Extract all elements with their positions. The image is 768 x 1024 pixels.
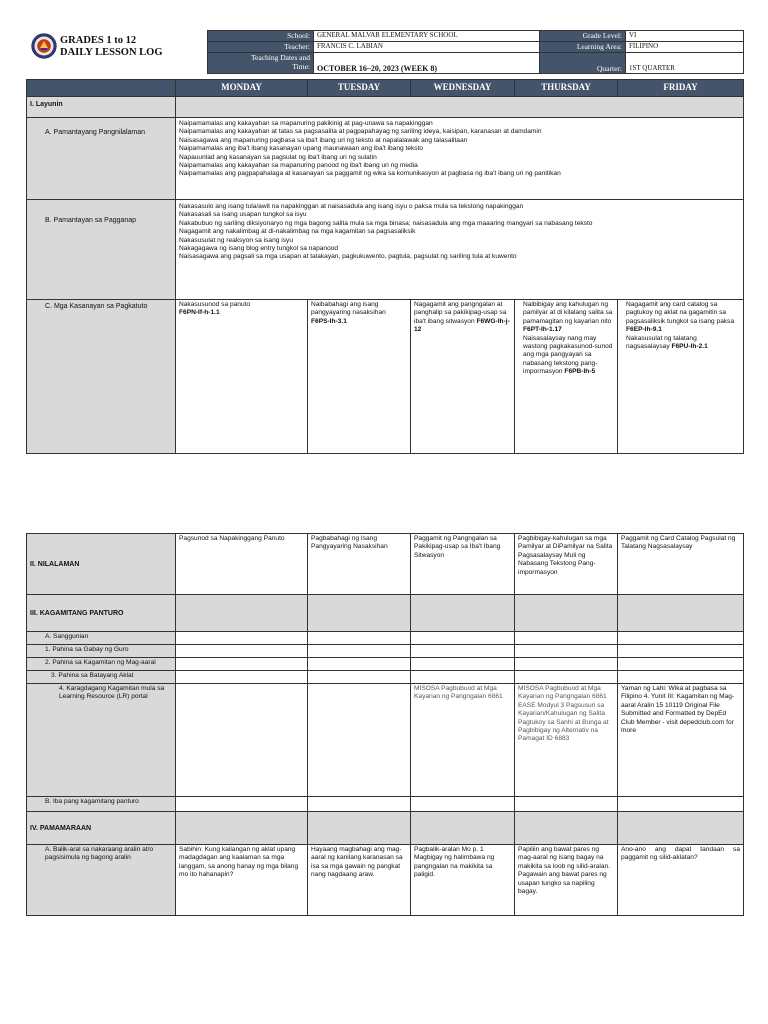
competency-code: F6PN-If-h-1.1	[179, 309, 220, 317]
balik-aral-thursday: Papiliin ang bawat pares ng mag-aaral ng isang bagay na makikita sa loob ng silid-aralan. Pagawain ang bawat pares ng usapan tungko sa napiling bagay.	[515, 845, 618, 916]
b-line: Nakagagawa ng isang blog entry tungkol sa napanood	[179, 245, 339, 253]
label-pamantayan-sa-pagganap: B. Pamantayan sa Pagganap	[27, 200, 176, 300]
competency-code: F6PT-Ih-1.17	[523, 326, 562, 334]
section-nilalaman: II. NILALAMAN	[27, 534, 176, 595]
quarter-label: Quarter:	[540, 53, 626, 74]
kasanayan-thursday	[515, 300, 618, 454]
balik-aral-tuesday: Hayaang magbahagi ang mag-aaral ng kanilang karanasan sa isa sa mga gawain ng pangkat nang nagdaang araw.	[308, 845, 411, 916]
balik-aral-wednesday: Pagbalik-aralan Mo p. 1 Magbigay ng halimbawa ng pangngalan na makikita sa paligid.	[411, 845, 515, 916]
quarter-value: 1ST QUARTER	[626, 53, 744, 74]
b-line: Nakasasulo ang isang tula/awit na napakinggan at naisasadula ang isang isyu o paksa mula sa tekstong napakinggan	[179, 203, 524, 210]
kasanayan-text: Nagagamit ang card catalog sa pagtukoy ng aklat na gagamitin sa pagsasaliksik tungkol sa isang paksa	[626, 301, 735, 325]
label-pamantayang-pangnilalaman: A. Pamantayang Pangnilalaman	[27, 118, 176, 200]
lr-thursday: MISOSA Pagbubuod at Mga Kayarian ng Pangngalan 6861 EASE Modyul 3 Pagsusuri sa Kayarian/Kahulugan ng Salita Pagtukoy sa Sanhi at Bunga at Pagbibigay ng Alternativ na Pamagat ID 6883	[515, 684, 618, 797]
label-mga-kasanayan: C. Mga Kasanayan sa Pagkatuto	[27, 300, 176, 454]
kasanayan-text: Nakasusunod sa panuto	[179, 301, 251, 308]
section-pamamaraan: IV. PAMAMARAAN	[27, 812, 176, 845]
kasanayan-monday	[176, 300, 308, 454]
teacher-value: FRANCIS C. LABIAN	[314, 42, 540, 53]
day-tuesday: TUESDAY	[308, 80, 411, 97]
grades-label: GRADES 1 to 12	[60, 35, 137, 46]
b-line: Nakasusulat ng reaksyon sa isang isyu	[179, 236, 293, 244]
section-kagamitang-panturo: III. KAGAMITANG PANTURO	[27, 595, 176, 632]
time-label: Time:	[292, 62, 310, 71]
kasanayan-text-2: Naisasalaysay nang may wastong pagkakasunod-sunod ang mga pangyayari sa nabasang tekstong pang-impormasyon	[523, 334, 613, 376]
lr-tuesday	[308, 684, 411, 797]
a-line: Naipamamalas ang kakayahan sa mapanuring pakikinig at pag-unawa sa napakinggan	[179, 120, 433, 127]
label-kagamitan-mag-aaral: 2. Pahina sa Kagamitan ng Mag-aaral	[27, 658, 176, 671]
competency-code: F6WG-Ih-j-12	[414, 317, 510, 334]
b-line: Naisasagawa ang pagsali sa mga usapan at talakayan, pagkukuwento, pagtula, pagsulat ng sariling tula at kuwento	[179, 253, 517, 261]
lr-wednesday: MISOSA Pagbubuod at Mga Kayarian ng Pangngalan 6861	[411, 684, 515, 797]
day-thursday: THURSDAY	[515, 80, 618, 97]
nilalaman-thursday: Pagbibigay-kahulugan sa mga Pamilyar at DiPamilyar na Salita Pagsasalaysay Muli ng Nabasang Tekstong Pang-impormasyon	[515, 534, 618, 595]
label-iba-pang-kagamitan: B. Iba pang kagamitang panturo	[27, 797, 176, 812]
school-value: GENERAL MALVAR ELEMENTARY SCHOOL	[314, 31, 540, 42]
school-label: School:	[208, 31, 314, 42]
header-info-table	[207, 30, 744, 74]
learning-area-label: Learning Area:	[540, 42, 626, 53]
competency-code: F6EP-Ih-9.1	[626, 326, 662, 334]
pamantayan-sa-pagganap-content	[176, 200, 744, 300]
kasanayan-friday	[618, 300, 744, 454]
learning-area-value: FILIPINO	[626, 42, 744, 53]
label-batayang-aklat: 3. Pahina sa Batayang Aklat	[27, 671, 176, 684]
competency-code: F6PS-Ih-3.1	[311, 317, 347, 325]
a-line: Naipamamalas ang kakayahan sa mapanuring panood ng iba't ibang uri ng media	[179, 162, 418, 170]
label-balik-aral: A. Balik-aral sa nakaraang aralin at/o pagsisimula ng bagong aralin	[27, 845, 176, 916]
nilalaman-tuesday: Pagbabahagi ng Isang Pangyayaring Nasaksihan	[308, 534, 411, 595]
nilalaman-friday: Paggamit ng Card Catalog Pagsulat ng Talatang Nagsasalaysay	[618, 534, 744, 595]
a-line: Napauunlad ang kasanayan sa pagsulat ng iba't ibang uri ng sulatin	[179, 153, 377, 161]
lesson-table-objectives	[26, 79, 744, 454]
layunin-spacer	[176, 97, 744, 118]
nilalaman-wednesday: Paggamit ng Pangngalan sa Pakikipag-usap sa Iba't Ibang Sitwasyon	[411, 534, 515, 595]
corner-cell	[27, 80, 176, 97]
day-friday: FRIDAY	[618, 80, 744, 97]
teacher-label: Teacher:	[208, 42, 314, 53]
kasanayan-text: Naibibigay ang kahulugan ng pamilyar at di kilalang salita sa pamamagitan ng kayarian nito	[523, 301, 613, 325]
teaching-dates-label: Teaching Dates and	[250, 53, 310, 62]
dll-title: DAILY LESSON LOG	[60, 47, 163, 58]
grade-level-value: VI	[626, 31, 744, 42]
grade-level-label: Grade Level:	[540, 31, 626, 42]
balik-aral-monday: Sabihin: Kung kailangan ng aklat upang madagdagan ang kaalaman sa mga langgam, sa anong hanay ng mga bilang mo ito hahanapin?	[176, 845, 308, 916]
lesson-table-content	[26, 533, 744, 916]
kasanayan-tuesday	[308, 300, 411, 454]
label-gabay-ng-guro: 1. Pahina sa Gabay ng Guro	[27, 645, 176, 658]
kasanayan-text: Naibabahagi ang isang pangyayaring nasaksihan	[311, 301, 386, 317]
lr-monday	[176, 684, 308, 797]
dates-label	[208, 53, 314, 74]
label-sanggunian: A. Sanggunian	[27, 632, 176, 645]
a-line: Naipamamalas ang pagpapahalaga at kasanayan sa paggamit ng wika sa komunikasyon at pagbasa ng iba't ibang uri ng panitikan	[179, 170, 561, 178]
section-layunin: I. Layunin	[27, 97, 176, 118]
kasanayan-text-2: Nakasusulat ng talatang nagsasalaysay	[626, 334, 697, 351]
deped-seal-logo	[31, 33, 57, 59]
competency-code-2: F6PB-Ih-5	[564, 368, 596, 376]
label-lr-portal: 4. Karagdagang Kagamitan mula sa Learning Resource (LR) portal	[27, 684, 176, 797]
nilalaman-monday: Pagsunod sa Napakinggang Panuto	[176, 534, 308, 595]
day-wednesday: WEDNESDAY	[411, 80, 515, 97]
balik-aral-friday: Ano-ano ang dapat tandaan sa paggamit ng silid-aklatan?	[618, 845, 744, 916]
a-line: Naipamamalas ang kakayahan at tatas sa pagsasalita at pagpapahayag ng sariling ideya, kaisipan, karanasan at damdamin	[179, 128, 542, 136]
pamantayang-pangnilalaman-content	[176, 118, 744, 200]
b-line: Nagagamit ang nakalimbag at di-nakalimbag na mga kagamitan sa pagsasaliksik	[179, 228, 416, 236]
b-line: Nakabubuo ng sariling diksiyonaryo ng mga bagong salita mula sa mga binasa; naisasadula ang mga maaaring mangyari sa nabasang teksto	[179, 219, 593, 227]
kasanayan-wednesday	[411, 300, 515, 454]
kasanayan-text: Nagagamit ang pangngalan at panghalip sa pakikipag-usap sa iba't ibang sitwasyon	[414, 301, 507, 325]
b-line: Nakasasali sa isang usapan tungkol sa isyu	[179, 211, 307, 219]
a-line: Naisasagawa ang mapanuring pagbasa sa iba't ibang uri ng teksto at napalalawak ang talasalitaan	[179, 136, 468, 144]
a-line: Naipamamalas ang iba't ibang kasanayan upang maunawaan ang iba't ibang teksto	[179, 145, 424, 153]
day-monday: MONDAY	[176, 80, 308, 97]
dates-value: OCTOBER 16–20, 2023 (WEEK 8)	[314, 53, 540, 74]
lr-friday: Yaman ng Lahi: Wika at pagbasa sa Filipino 4. Yunit III: Kagamitan ng Mag-aaral Aralin 15 10119 Original File Submitted and Formatted by DepEd Club Member - visit depedclub.com for more	[618, 684, 744, 797]
competency-code-2: F6PU-Ih-2.1	[671, 343, 708, 351]
